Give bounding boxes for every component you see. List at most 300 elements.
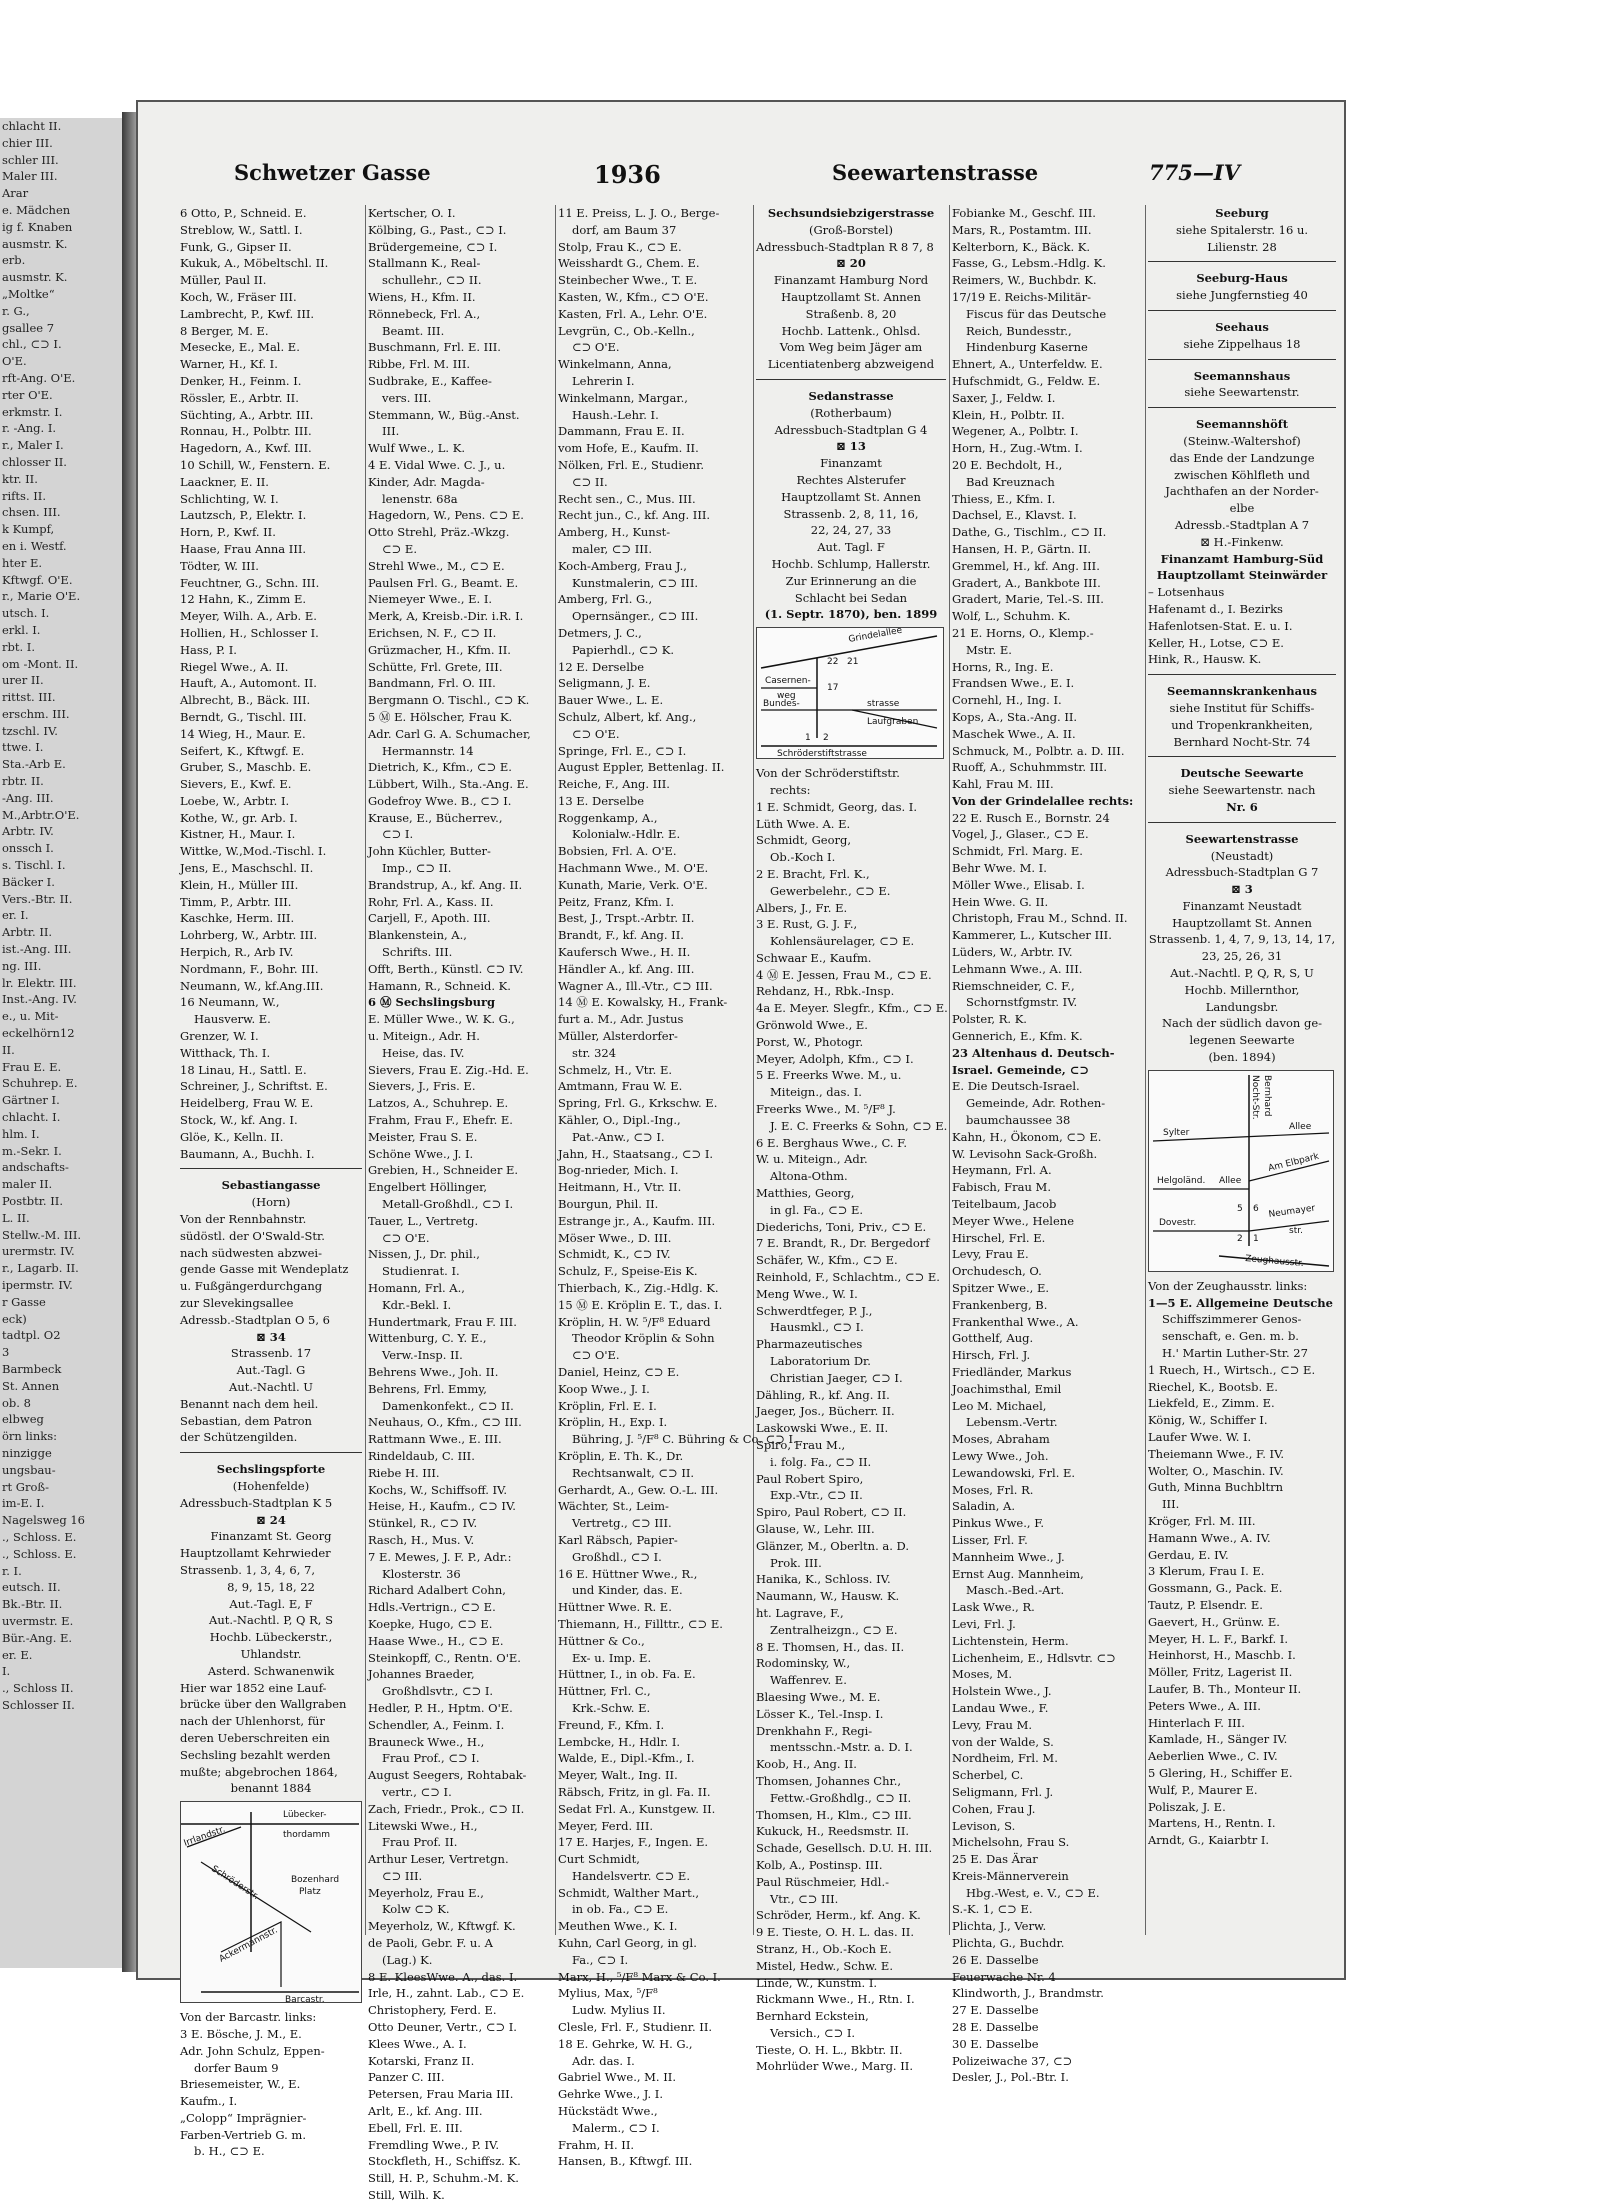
- directory-entry: Grüzmacher, H., Kfm. II.: [368, 642, 511, 657]
- directory-entry: Bernhard Nocht-Str. 74: [1173, 734, 1311, 749]
- directory-entry: Lisser, Frl. F.: [952, 1532, 1028, 1547]
- directory-entry: Engelbert Höllinger,: [368, 1180, 488, 1195]
- entries-col4-tail: [756, 765, 946, 2075]
- previous-page-strip: [0, 118, 124, 1968]
- directory-entry: Aut. Tagl. F: [817, 540, 885, 555]
- directory-entry: Ex- u. Imp. E.: [572, 1650, 652, 1665]
- directory-entry: Kaufm., I.: [180, 2094, 238, 2109]
- previous-page-line: Bäcker I.: [2, 874, 55, 889]
- directory-entry: Nordmann, F., Bohr. III.: [180, 961, 319, 976]
- directory-entry: Seligmann, J. E.: [558, 676, 651, 691]
- directory-entry: Wulf Wwe., L. K.: [368, 441, 465, 456]
- directory-entry: Hollien, H., Schlosser I.: [180, 625, 319, 640]
- directory-entry: Levison, S.: [952, 1818, 1016, 1833]
- directory-entry: Dathe, G., Tischlm., ⊂⊃ II.: [952, 525, 1107, 540]
- directory-entry: Bobsien, Frl. A. O'E.: [558, 844, 677, 859]
- directory-entry: 14 Wieg, H., Maur. E.: [180, 726, 306, 741]
- directory-entry: Marx, H., ⁵/F⁸ Marx & Co. I.: [558, 1969, 721, 1984]
- previous-page-line: r. G.,: [2, 303, 30, 318]
- directory-entry: Räbsch, Fritz, in gl. Fa. II.: [558, 1784, 711, 1799]
- directory-entry: zwischen Köhlfleth und: [1174, 467, 1310, 482]
- directory-entry: 22, 24, 27, 33: [810, 523, 892, 538]
- directory-entry: Daniel, Heinz, ⊂⊃ E.: [558, 1364, 680, 1379]
- directory-entry: str. 324: [572, 1045, 617, 1060]
- directory-entry: mentsschn.-Mstr. a. D. I.: [770, 1740, 913, 1755]
- directory-entry: Ronnau, H., Polbtr. III.: [180, 424, 312, 439]
- directory-entry: Haush.-Lehr. I.: [572, 407, 659, 422]
- directory-entry: Christophery, Ferd. E.: [368, 2003, 497, 2018]
- previous-page-line: r., Maler I.: [2, 438, 64, 453]
- directory-entry: Von der Schröderstiftstr.: [756, 766, 900, 781]
- directory-entry: schullehr., ⊂⊃ II.: [382, 273, 482, 288]
- directory-entry: Warner, H., Kf. I.: [180, 357, 278, 372]
- previous-page-line: Frau E. E.: [2, 1059, 62, 1074]
- directory-entry: 7 E. Mewes, J. F. P., Adr.:: [368, 1549, 512, 1564]
- entries-col2: [368, 205, 552, 2204]
- directory-entry: Lüders, W., Arbtr. IV.: [952, 945, 1073, 960]
- directory-entry: Kolw ⊂⊃ K.: [382, 1902, 450, 1917]
- directory-entry: Martens, H., Rentn. I.: [1148, 1816, 1276, 1831]
- directory-entry: gende Gasse mit Wendeplatz: [180, 1262, 349, 1277]
- section-rule: [1148, 359, 1336, 368]
- directory-entry: Hachmann Wwe., M. O'E.: [558, 861, 709, 876]
- previous-page-line: ng. III.: [2, 958, 42, 973]
- page-header: [234, 160, 1240, 190]
- directory-entry: Roggenkamp, A.,: [558, 810, 658, 825]
- directory-entry: Teitelbaum, Jacob: [952, 1197, 1057, 1212]
- directory-entry: 6 Ⓜ Sechslingsburg: [368, 995, 496, 1010]
- directory-entry: 10 Schill, W., Fenstern. E.: [180, 457, 331, 472]
- directory-entry: rechts:: [770, 782, 811, 797]
- section-heading: Sebastiangasse: [221, 1178, 321, 1193]
- directory-entry: Vom Weg beim Jäger am: [779, 340, 923, 355]
- directory-entry: Metall-Großhdl., ⊂⊃ I.: [382, 1197, 514, 1212]
- previous-page-line: er. E.: [2, 1647, 33, 1662]
- section-rule: [1148, 756, 1336, 765]
- directory-entry: Albers, J., Fr. E.: [756, 900, 848, 915]
- directory-entry: zur Slevekingsallee: [180, 1296, 294, 1310]
- directory-entry: Sedat Frl. A., Kunstgew. II.: [558, 1801, 716, 1816]
- directory-entry: Strehl Wwe., M., ⊂⊃ E.: [368, 558, 505, 573]
- directory-entry: Hagedorn, A., Kwf. III.: [180, 441, 312, 456]
- directory-entry: Landau Wwe., F.: [952, 1700, 1049, 1715]
- directory-entry: Verw.-Insp. II.: [382, 1348, 463, 1363]
- entries-col4: [756, 205, 946, 623]
- directory-entry: Ernst Aug. Mannheim,: [952, 1566, 1084, 1581]
- previous-page-line: ., Schloss II.: [2, 1681, 74, 1696]
- directory-entry: Hink, R., Hausw. K.: [1148, 652, 1262, 667]
- directory-entry: (Neustadt): [1210, 848, 1274, 863]
- directory-entry: deren Ueberschreiten ein: [180, 1730, 330, 1745]
- directory-entry: Hinterlach F. III.: [1148, 1715, 1245, 1730]
- directory-entry: Müller, Alsterdorfer-: [558, 1029, 678, 1044]
- directory-entry: siehe Zippelhaus 18: [1183, 336, 1301, 351]
- directory-entry: Reinhold, F., Schlachtm., ⊂⊃ E.: [756, 1270, 940, 1285]
- directory-entry: Hochb. Lattenk., Ohlsd.: [781, 323, 921, 338]
- previous-page-line: Gärtner I.: [2, 1093, 60, 1108]
- directory-entry: Ludw. Mylius II.: [572, 2003, 666, 2018]
- directory-entry: Cornehl, H., Ing. I.: [952, 693, 1062, 708]
- directory-entry: 12 E. Derselbe: [558, 659, 645, 674]
- previous-page-line: M.,Arbtr.O'E.: [2, 807, 80, 822]
- directory-entry: H.' Martin Luther-Str. 27: [1162, 1346, 1308, 1361]
- directory-entry: Theiemann Wwe., F. IV.: [1148, 1446, 1285, 1461]
- directory-entry: Nölken, Frl. E., Studienr.: [558, 457, 705, 472]
- directory-entry: Hauptzollamt Kehrwieder: [180, 1546, 331, 1561]
- directory-entry: Aut.-Nachtl. P, Q, R, S, U: [1170, 966, 1314, 981]
- previous-page-line: eckelhörn12: [2, 1026, 75, 1041]
- directory-entry: Hindenburg Kaserne: [966, 340, 1088, 355]
- directory-entry: Sebastian, dem Patron: [180, 1413, 312, 1428]
- previous-page-line: rbtr. II.: [2, 774, 44, 789]
- directory-entry: Von der Zeughausstr. links:: [1148, 1278, 1308, 1293]
- map2-label-3: Casernen-: [765, 676, 811, 687]
- directory-entry: Meyer, Ferd. III.: [558, 1818, 654, 1833]
- directory-entry: Koch-Amberg, Frau J.,: [558, 558, 687, 573]
- directory-entry: Finanzamt Hamburg Nord: [773, 273, 929, 288]
- previous-page-line: erb.: [2, 253, 26, 268]
- map3-label-14: 6: [1253, 1203, 1259, 1214]
- directory-entry: 3 E. Bösche, J. M., E.: [180, 2026, 302, 2041]
- previous-page-line: erkl. I.: [2, 622, 41, 637]
- directory-entry: Adr. das. I.: [572, 2053, 635, 2068]
- directory-entry: E. Die Deutsch-Israel.: [952, 1079, 1080, 1094]
- directory-entry: Arndt, G., Kaiarbtr I.: [1148, 1833, 1270, 1848]
- previous-page-line: Barmbeck: [2, 1361, 62, 1376]
- directory-entry: Lebensm.-Vertr.: [966, 1415, 1058, 1430]
- directory-entry: Rössler, E., Arbtr. II.: [180, 390, 299, 405]
- directory-entry: Amberg, H., Kunst-: [558, 525, 671, 540]
- directory-entry: Stock, W., kf. Ang. I.: [180, 1113, 298, 1128]
- directory-entry: Walde, E., Dipl.-Kfm., I.: [558, 1751, 695, 1766]
- directory-entry: benannt 1884: [230, 1781, 312, 1796]
- directory-entry: 27 E. Dasselbe: [952, 2003, 1039, 2018]
- map3-label-11: 1: [1253, 1233, 1259, 1244]
- directory-entry: Koch, W., Fräser III.: [180, 289, 297, 304]
- directory-entry: Israel. Gemeinde, ⊂⊃: [952, 1062, 1090, 1077]
- directory-entry: Horn, H., Zug.-Wtm. I.: [952, 441, 1083, 456]
- book-gutter: [122, 112, 136, 1972]
- previous-page-line: gsallee 7: [2, 320, 55, 335]
- directory-entry: Gossmann, G., Pack. E.: [1148, 1581, 1283, 1596]
- directory-entry: Frahm, Frau F., Ehefr. E.: [368, 1113, 513, 1128]
- previous-page-line: örn links:: [2, 1429, 57, 1444]
- directory-entry: Winkelmann, Margar.,: [558, 390, 688, 405]
- directory-entry: ⊂⊃ O'E.: [572, 1348, 620, 1363]
- directory-entry: Hückstädt Wwe.,: [558, 2104, 658, 2119]
- directory-entry: Dammann, Frau E. II.: [558, 424, 685, 439]
- directory-entry: Seifert, K., Kftwgf. E.: [180, 743, 305, 758]
- directory-entry: Schwerdtfeger, P. J.,: [756, 1303, 873, 1318]
- directory-entry: Albrecht, B., Bäck. III.: [180, 693, 311, 708]
- directory-entry: Uhlandstr.: [240, 1646, 302, 1661]
- directory-entry: Bergmann O. Tischl., ⊂⊃ K.: [368, 693, 530, 708]
- directory-entry: Kasten, Frl. A., Lehr. O'E.: [558, 306, 708, 321]
- directory-entry: 20 E. Bechdolt, H.,: [952, 457, 1063, 472]
- directory-entry: 1 E. Schmidt, Georg, das. I.: [756, 799, 917, 814]
- directory-entry: Aut.-Tagl. G: [236, 1363, 306, 1378]
- directory-entry: Bandmann, Frl. O. III.: [368, 676, 496, 691]
- directory-entry: Lembcke, H., Hdlr. I.: [558, 1734, 681, 1749]
- directory-entry: Detmers, J. C.,: [558, 625, 642, 640]
- directory-entry: Mylius, Max, ⁵/F⁸: [558, 1986, 658, 2001]
- directory-entry: Kochs, W., Schiffsoff. IV.: [368, 1482, 508, 1497]
- directory-entry: Neumann, W., kf.Ang.III.: [180, 978, 324, 993]
- directory-entry: Heitmann, H., Vtr. II.: [558, 1180, 682, 1195]
- section-heading: Finanzamt Hamburg-Süd: [1160, 551, 1324, 566]
- directory-entry: Laufer, B. Th., Monteur II.: [1148, 1681, 1302, 1696]
- previous-page-line: erschm. III.: [2, 706, 70, 721]
- directory-entry: 3 E. Rust, G. J. F.,: [756, 917, 858, 932]
- section-heading: ⊠ 3: [1231, 882, 1253, 897]
- previous-page-line: Schlosser II.: [2, 1697, 75, 1712]
- map3-label-13: 5: [1237, 1203, 1243, 1214]
- directory-entry: Schmidt, Frl. Marg. E.: [952, 844, 1083, 859]
- directory-entry: Paulsen Frl. G., Beamt. E.: [368, 575, 519, 590]
- directory-entry: 8 E. Thomsen, H., das. II.: [756, 1639, 905, 1654]
- previous-page-line: chier III.: [2, 135, 53, 150]
- directory-entry: Nissen, J., Dr. phil.,: [368, 1247, 480, 1262]
- column-rule: [365, 205, 366, 1935]
- directory-entry: Friedländer, Markus: [952, 1364, 1072, 1379]
- directory-entry: Gabriel Wwe., M. II.: [558, 2070, 676, 2085]
- directory-entry: Hüttner, Frl. C.,: [558, 1684, 651, 1699]
- directory-entry: 1—5 E. Allgemeine Deutsche: [1148, 1295, 1333, 1310]
- barcastr-street-map: [180, 1801, 362, 2006]
- directory-entry: (Lag.) K.: [382, 1952, 433, 1967]
- directory-entry: Großhdl., ⊂⊃ I.: [572, 1549, 662, 1564]
- entries-col6: [1148, 205, 1336, 1066]
- directory-entry: u. Miteign., Adr. H.: [368, 1029, 480, 1044]
- previous-page-line: eck): [2, 1311, 27, 1326]
- previous-page-line: Nagelsweg 16: [2, 1513, 85, 1528]
- directory-entry: Reich, Bundesstr.,: [966, 323, 1072, 338]
- directory-entry: Asterd. Schwanenwik: [207, 1663, 335, 1678]
- directory-entry: Matthies, Georg,: [756, 1186, 855, 1201]
- directory-entry: Schlichting, W. I.: [180, 491, 279, 506]
- directory-entry: Vtr., ⊂⊃ III.: [770, 1891, 839, 1906]
- directory-entry: 4a E. Meyer. Slegfr., Kfm., ⊂⊃ E.: [756, 1001, 948, 1016]
- directory-entry: Lautzsch, P., Elektr. I.: [180, 508, 307, 523]
- directory-entry: Schöne Wwe., J. I.: [368, 1146, 474, 1161]
- directory-entry: Handelsvertr. ⊂⊃ E.: [572, 1868, 690, 1883]
- directory-entry: Glöe, K., Kelln. II.: [180, 1129, 284, 1144]
- directory-entry: Koepke, Hugo, ⊂⊃ E.: [368, 1616, 493, 1631]
- directory-entry: vertr., ⊂⊃ I.: [382, 1784, 452, 1799]
- directory-entry: von der Walde, S.: [952, 1734, 1054, 1749]
- directory-entry: Gremmel, H., kf. Ang. III.: [952, 558, 1100, 573]
- directory-entry: – Lotsenhaus: [1148, 585, 1225, 600]
- directory-entry: Adressbuch-Stadtplan R 8 7, 8: [756, 239, 934, 254]
- previous-page-line: urer II.: [2, 673, 44, 688]
- page-number: 775—IV: [1149, 160, 1240, 185]
- directory-entry: Moses, Frl. R.: [952, 1482, 1034, 1497]
- directory-entry: Erichsen, N. F., ⊂⊃ II.: [368, 625, 497, 640]
- directory-entry: Ehnert, A., Unterfeldw. E.: [952, 357, 1103, 372]
- directory-entry: Kahl, Frau M. III.: [952, 777, 1054, 792]
- directory-entry: Aut.-Nachtl. P, Q R, S: [209, 1613, 333, 1628]
- directory-entry: Reiche, F., Ang. III.: [558, 777, 670, 792]
- directory-entry: Sievers, Frau E. Zig.-Hd. E.: [368, 1062, 529, 1077]
- directory-entry: Wagner A., Ill.-Vtr., ⊂⊃ III.: [558, 978, 713, 993]
- directory-entry: Moses, Abraham: [952, 1432, 1050, 1447]
- previous-page-line: hter E.: [2, 555, 43, 570]
- directory-entry: Grebien, H., Schneider E.: [368, 1163, 519, 1178]
- previous-page-line: ob. 8: [2, 1395, 31, 1410]
- directory-entry: Spitzer Wwe., E.: [952, 1281, 1050, 1295]
- column-4: [756, 205, 948, 2074]
- previous-page-line: en i. Westf.: [2, 538, 67, 553]
- directory-entry: Gemeinde, Adr. Rothen-: [966, 1096, 1106, 1111]
- directory-entry: Adr. John Schulz, Eppen-: [180, 2043, 325, 2058]
- directory-entry: 17/19 E. Reichs-Militär-: [952, 289, 1091, 304]
- section-heading: Deutsche Seewarte: [1180, 766, 1304, 781]
- directory-entry: 26 E. Dasselbe: [952, 1952, 1039, 1967]
- column-1: [180, 205, 362, 2159]
- directory-entry: Sievers, J., Fris. E.: [368, 1079, 476, 1094]
- directory-entry: III.: [382, 424, 400, 439]
- directory-entry: Hüttner & Co.,: [558, 1633, 645, 1648]
- previous-page-line: s. Tischl. I.: [2, 858, 66, 873]
- directory-entry: dorfer Baum 9: [194, 2060, 279, 2075]
- directory-entry: Rehdanz, H., Rbk.-Insp.: [756, 984, 895, 999]
- directory-entry: Blankenstein, A.,: [368, 928, 467, 943]
- directory-entry: Kolb, A., Postinsp. III.: [756, 1857, 883, 1872]
- directory-entry: mußte; abgebrochen 1864,: [180, 1764, 338, 1779]
- previous-page-line: andschafts-: [2, 1160, 69, 1175]
- directory-entry: E. Müller Wwe., W. K. G.,: [368, 1012, 515, 1027]
- directory-entry: Jens, E., Maschschl. II.: [180, 861, 314, 876]
- directory-entry: Joachimsthal, Emil: [952, 1381, 1062, 1396]
- directory-entry: Maschek Wwe., A. II.: [952, 726, 1076, 741]
- directory-entry: (Groß-Borstel): [808, 222, 894, 237]
- directory-entry: Freerks Wwe., M. ⁵/F⁸ J.: [756, 1102, 896, 1117]
- directory-entry: Riemschneider, C. F.,: [952, 978, 1075, 993]
- directory-entry: Zach, Friedr., Prok., ⊂⊃ II.: [368, 1801, 525, 1816]
- directory-entry: Wächter, St., Leim-: [558, 1499, 669, 1514]
- previous-page-line: Bk.-Btr. II.: [2, 1597, 63, 1612]
- previous-page-line: „Moltke“: [2, 286, 55, 301]
- directory-entry: Latzos, A., Schuhrep. E.: [368, 1096, 509, 1111]
- directory-entry: Hamann, R., Schneid. K.: [368, 978, 511, 993]
- directory-entry: Lambrecht, P., Kwf. III.: [180, 306, 315, 321]
- directory-entry: Damenkonfekt., ⊂⊃ II.: [382, 1398, 514, 1413]
- directory-entry: Kops, A., Sta.-Ang. II.: [952, 709, 1078, 724]
- directory-entry: Clesle, Frl. F., Studienr. II.: [558, 2020, 713, 2035]
- entries-col1: [180, 205, 362, 1797]
- map3-label-4: Am Elbpark: [1267, 1151, 1321, 1174]
- directory-entry: Bourgun, Phil. II.: [558, 1197, 659, 1212]
- previous-page-line: Arar: [2, 186, 29, 201]
- directory-entry: ⊂⊃ O'E.: [572, 726, 620, 741]
- directory-entry: Schade, Gesellsch. D.U. H. III.: [756, 1841, 933, 1856]
- directory-entry: Neuhaus, O., Kfm., ⊂⊃ III.: [368, 1415, 522, 1430]
- directory-entry: (Horn): [251, 1195, 291, 1210]
- directory-entry: 7 E. Brandt, R., Dr. Bergedorf: [756, 1236, 930, 1251]
- directory-entry: Spiro, Frau M.,: [756, 1438, 846, 1452]
- directory-entry: Desler, J., Pol.-Btr. I.: [952, 2070, 1069, 2085]
- directory-entry: Laskowski Wwe., E. II.: [756, 1421, 889, 1436]
- directory-entry: Dähling, R., kf. Ang. II.: [756, 1387, 890, 1402]
- directory-entry: ⊂⊃ II.: [572, 474, 608, 489]
- directory-entry: Aeberlien Wwe., C. IV.: [1148, 1749, 1278, 1764]
- previous-page-line: chl., ⊂⊃ I.: [2, 337, 62, 352]
- directory-entry: Schlacht bei Sedan: [794, 590, 908, 605]
- previous-page-line: utsch. I.: [2, 606, 50, 621]
- directory-entry: Hausmkl., ⊂⊃ I.: [770, 1320, 864, 1335]
- directory-entry: Schulz, F., Speise-Eis K.: [558, 1264, 698, 1279]
- directory-entry: 4 Ⓜ E. Jessen, Frau M., ⊂⊃ E.: [756, 967, 932, 982]
- directory-entry: Schiffszimmerer Genos-: [1162, 1312, 1302, 1327]
- directory-entry: Freund, F., Kfm. I.: [558, 1717, 665, 1732]
- directory-entry: Horns, R., Ing. E.: [952, 659, 1054, 674]
- directory-entry: Meyer, Walt., Ing. II.: [558, 1768, 678, 1783]
- directory-entry: Koob, H., Ang. II.: [756, 1757, 857, 1772]
- directory-entry: Lüth Wwe. A. E.: [756, 816, 851, 831]
- previous-page-line: ttwe. I.: [2, 740, 44, 755]
- directory-entry: Kreis-Männerverein: [952, 1868, 1069, 1883]
- directory-entry: Karl Räbsch, Papier-: [558, 1532, 678, 1547]
- directory-entry: Arthur Leser, Vertretgn.: [368, 1852, 509, 1867]
- directory-entry: August Eppler, Bettenlag. II.: [558, 760, 725, 775]
- directory-entry: Fobianke M., Geschf. III.: [952, 206, 1096, 220]
- directory-entry: Steinbecher Wwe., T. E.: [558, 273, 698, 288]
- previous-page-line: r., Lagarb. II.: [2, 1261, 79, 1276]
- directory-entry: Meyerholz, W., Kftwgf. K.: [368, 1919, 516, 1934]
- directory-entry: Kinder, Adr. Magda-: [368, 474, 485, 489]
- directory-entry: Klees Wwe., A. I.: [368, 2036, 467, 2051]
- directory-entry: Süchting, A., Arbtr. III.: [180, 407, 314, 422]
- directory-entry: Keller, H., Lotse, ⊂⊃ E.: [1148, 635, 1284, 650]
- directory-entry: Kröger, Frl. M. III.: [1148, 1514, 1256, 1529]
- directory-entry: Lichenheim, E., Hdlsvtr. ⊂⊃: [952, 1650, 1116, 1665]
- directory-entry: Bauer Wwe., L. E.: [558, 693, 664, 708]
- section-rule: [756, 379, 946, 388]
- directory-entry: vom Hofe, E., Kaufm. II.: [558, 441, 699, 456]
- directory-entry: John Küchler, Butter-: [368, 844, 491, 859]
- directory-entry: Kertscher, O. I.: [368, 206, 456, 220]
- previous-page-line: onssch I.: [2, 841, 54, 856]
- directory-entry: Kunstmalerin, ⊂⊃ III.: [572, 575, 699, 590]
- directory-entry: Beamt. III.: [382, 323, 445, 338]
- directory-entry: Schrifts. III.: [382, 945, 453, 960]
- directory-entry: Pat.-Anw., ⊂⊃ I.: [572, 1129, 665, 1144]
- directory-entry: Liekfeld, E., Zimm. E.: [1148, 1396, 1275, 1411]
- map3-label-10: Zeughausstr.: [1244, 1253, 1305, 1269]
- directory-entry: König, W., Schiffer I.: [1148, 1413, 1268, 1428]
- directory-entry: lenenstr. 68a: [382, 491, 458, 506]
- directory-entry: Rodominsky, W.,: [756, 1656, 851, 1671]
- directory-entry: Mesecke, E., Mal. E.: [180, 340, 300, 355]
- directory-entry: August Seegers, Rohtabak-: [368, 1768, 527, 1783]
- directory-entry: siehe Jungfernstieg 40: [1176, 288, 1308, 303]
- directory-entry: Fettw.-Großhdlg., ⊂⊃ II.: [770, 1790, 912, 1805]
- column-5: [952, 205, 1142, 2085]
- directory-entry: Schulz, Albert, kf. Ang.,: [558, 709, 697, 724]
- map3-label-2: Sylter: [1163, 1127, 1190, 1138]
- previous-page-line: O'E.: [2, 354, 27, 369]
- directory-entry: Scherbel, C.: [952, 1768, 1024, 1783]
- directory-entry: Heymann, Frl. A.: [952, 1163, 1052, 1178]
- directory-entry: Hauptzollamt St. Annen: [781, 489, 921, 504]
- directory-entry: Brauneck Wwe., H.,: [368, 1734, 485, 1749]
- previous-page-line: ktr. II.: [2, 471, 38, 486]
- directory-entry: Amtmann, Frau W. E.: [558, 1079, 683, 1094]
- section-rule: [1148, 822, 1336, 831]
- directory-entry: Offt, Berth., Künstl. ⊂⊃ IV.: [368, 961, 524, 976]
- directory-entry: Ebell, Frl. E. III.: [368, 2120, 463, 2135]
- directory-entry: siehe Institut für Schiffs-: [1169, 700, 1315, 715]
